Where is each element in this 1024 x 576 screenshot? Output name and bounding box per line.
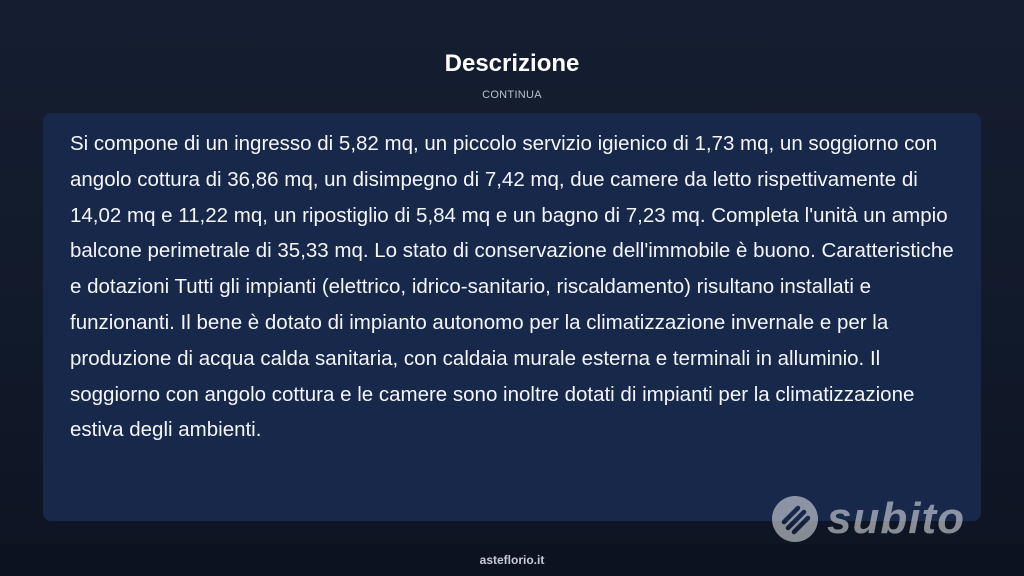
description-card (43, 113, 981, 521)
page-title: Descrizione (444, 50, 580, 77)
page-subtitle: CONTINUA (482, 89, 542, 101)
subito-logo-icon (771, 495, 819, 543)
subito-watermark (771, 494, 965, 544)
watermark-text: subito (827, 494, 965, 543)
description-text: Si compone di un ingresso di 5,82 mq, un piccolo servizio igienico di 1,73 mq, un soggiorno con angolo cottura di 36,86 mq, un disimpegno di 7,42 mq, due camere da letto rispettivamente di 14,02 mq e 11,22 mq, un ripostiglio di 5,84 mq e un bagno di 7,23 mq. Completa l'unità un ampio balcone perimetrale di 35,33 mq. Lo stato di conservazione dell'immobile è buono. Caratteristiche e dotazioni Tutti gli impianti (elettrico, idrico-sanitario, riscaldamento) risultano installati e funzionanti. Il bene è dotato di impianto autonomo per la climatizzazione invernale e per la produzione di acqua calda sanitaria, con caldaia murale esterna e terminali in alluminio. Il soggiorno con angolo cottura e le camere sono inoltre dotati di impianti per la climatizzazione estiva degli ambienti. (70, 132, 954, 442)
footer-site-link[interactable]: asteflorio.it (479, 553, 545, 567)
page-footer (0, 544, 1024, 576)
page-header (0, 47, 1024, 102)
